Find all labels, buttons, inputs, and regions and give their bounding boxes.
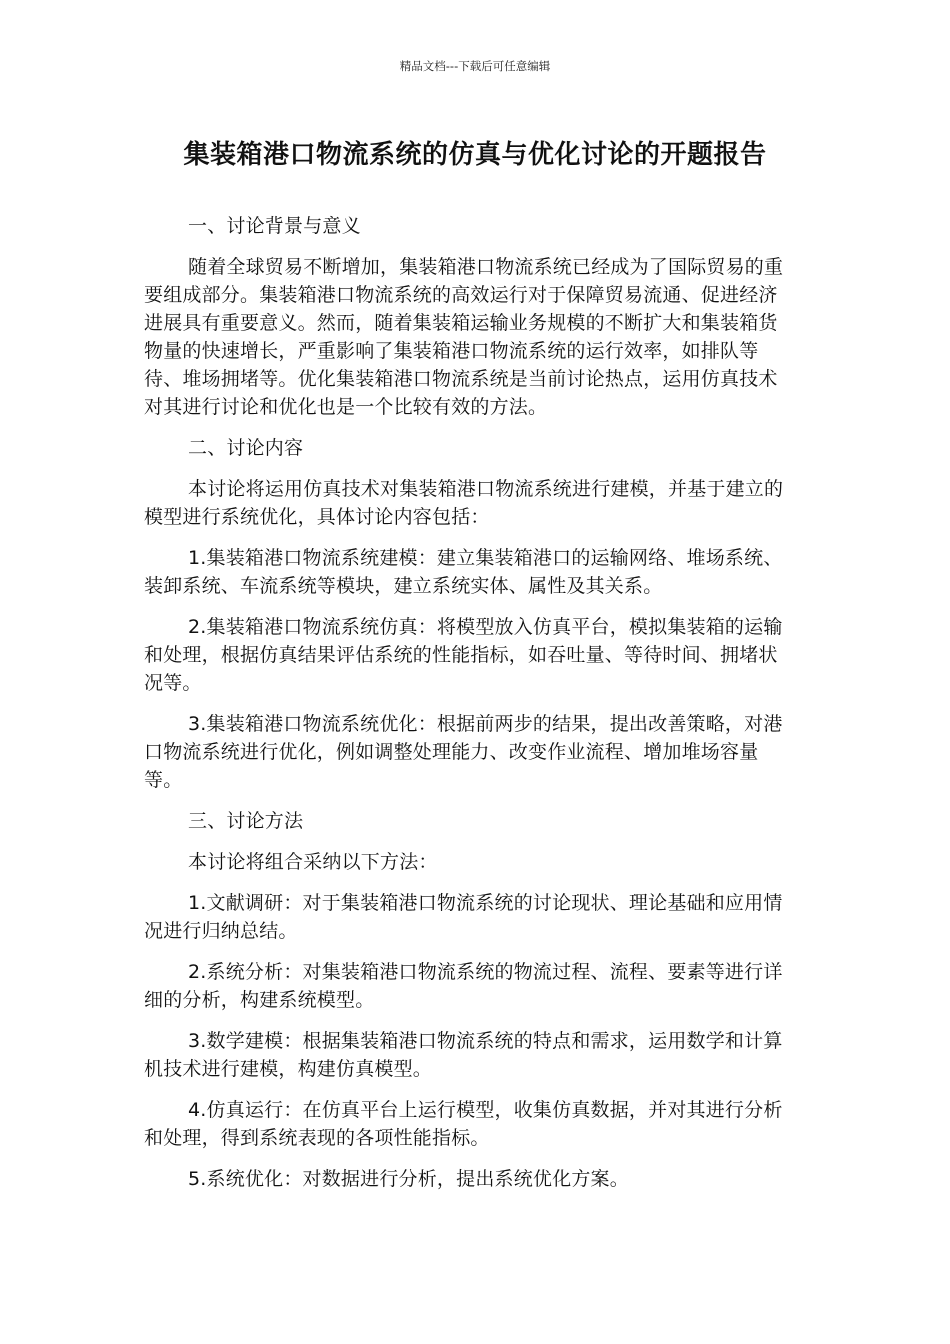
section-heading-content: 二、讨论内容 xyxy=(188,437,304,459)
document-title: 集装箱港口物流系统的仿真与优化讨论的开题报告 xyxy=(183,140,767,170)
section-heading-background: 一、讨论背景与意义 xyxy=(188,215,361,237)
background-paragraph: 随着全球贸易不断增加，集装箱港口物流系统已经成为了国际贸易的重要组成部分。集装箱港口物流系统的高效运行对于保障贸易流通、促进经济进展具有重要意义。然而，随着集装箱运输业务规模的不断扩大和集装箱货物量的快速增长，严重影响了集装箱港口物流系统的运行效率，如排队等待、堆场拥堵等。优化集装箱港口物流系统是当前讨论热点，运用仿真技术对其进行讨论和优化也是一个比较有效的方法。 xyxy=(144,256,784,418)
method-item-3: 3.数学建模：根据集装箱港口物流系统的特点和需求，运用数学和计算机技术进行建模，构建仿真模型。 xyxy=(144,1030,783,1080)
document-body xyxy=(144,212,796,1206)
method-item-2: 2.系统分析：对集装箱港口物流系统的物流过程、流程、要素等进行详细的分析，构建系统模型。 xyxy=(144,961,783,1011)
page-header: 精品文档---下载后可任意编辑 xyxy=(399,59,551,73)
content-item-1: 1.集装箱港口物流系统建模：建立集装箱港口的运输网络、堆场系统、装卸系统、车流系统等模块，建立系统实体、属性及其关系。 xyxy=(144,547,783,597)
content-intro-paragraph: 本讨论将运用仿真技术对集装箱港口物流系统进行建模，并基于建立的模型进行系统优化，具体讨论内容包括： xyxy=(144,478,784,528)
method-item-5: 5.系统优化：对数据进行分析，提出系统优化方案。 xyxy=(188,1168,629,1190)
method-intro-paragraph: 本讨论将组合采纳以下方法： xyxy=(188,851,438,873)
content-item-2: 2.集装箱港口物流系统仿真：将模型放入仿真平台，模拟集装箱的运输和处理，根据仿真结果评估系统的性能指标，如吞吐量、等待时间、拥堵状况等。 xyxy=(144,616,783,694)
section-heading-method: 三、讨论方法 xyxy=(188,810,304,832)
content-item-3: 3.集装箱港口物流系统优化：根据前两步的结果，提出改善策略，对港口物流系统进行优化，例如调整处理能力、改变作业流程、增加堆场容量等。 xyxy=(144,713,783,791)
method-item-4: 4.仿真运行：在仿真平台上运行模型，收集仿真数据，并对其进行分析和处理，得到系统表现的各项性能指标。 xyxy=(144,1099,783,1149)
method-item-1: 1.文献调研：对于集装箱港口物流系统的讨论现状、理论基础和应用情况进行归纳总结。 xyxy=(144,892,783,942)
